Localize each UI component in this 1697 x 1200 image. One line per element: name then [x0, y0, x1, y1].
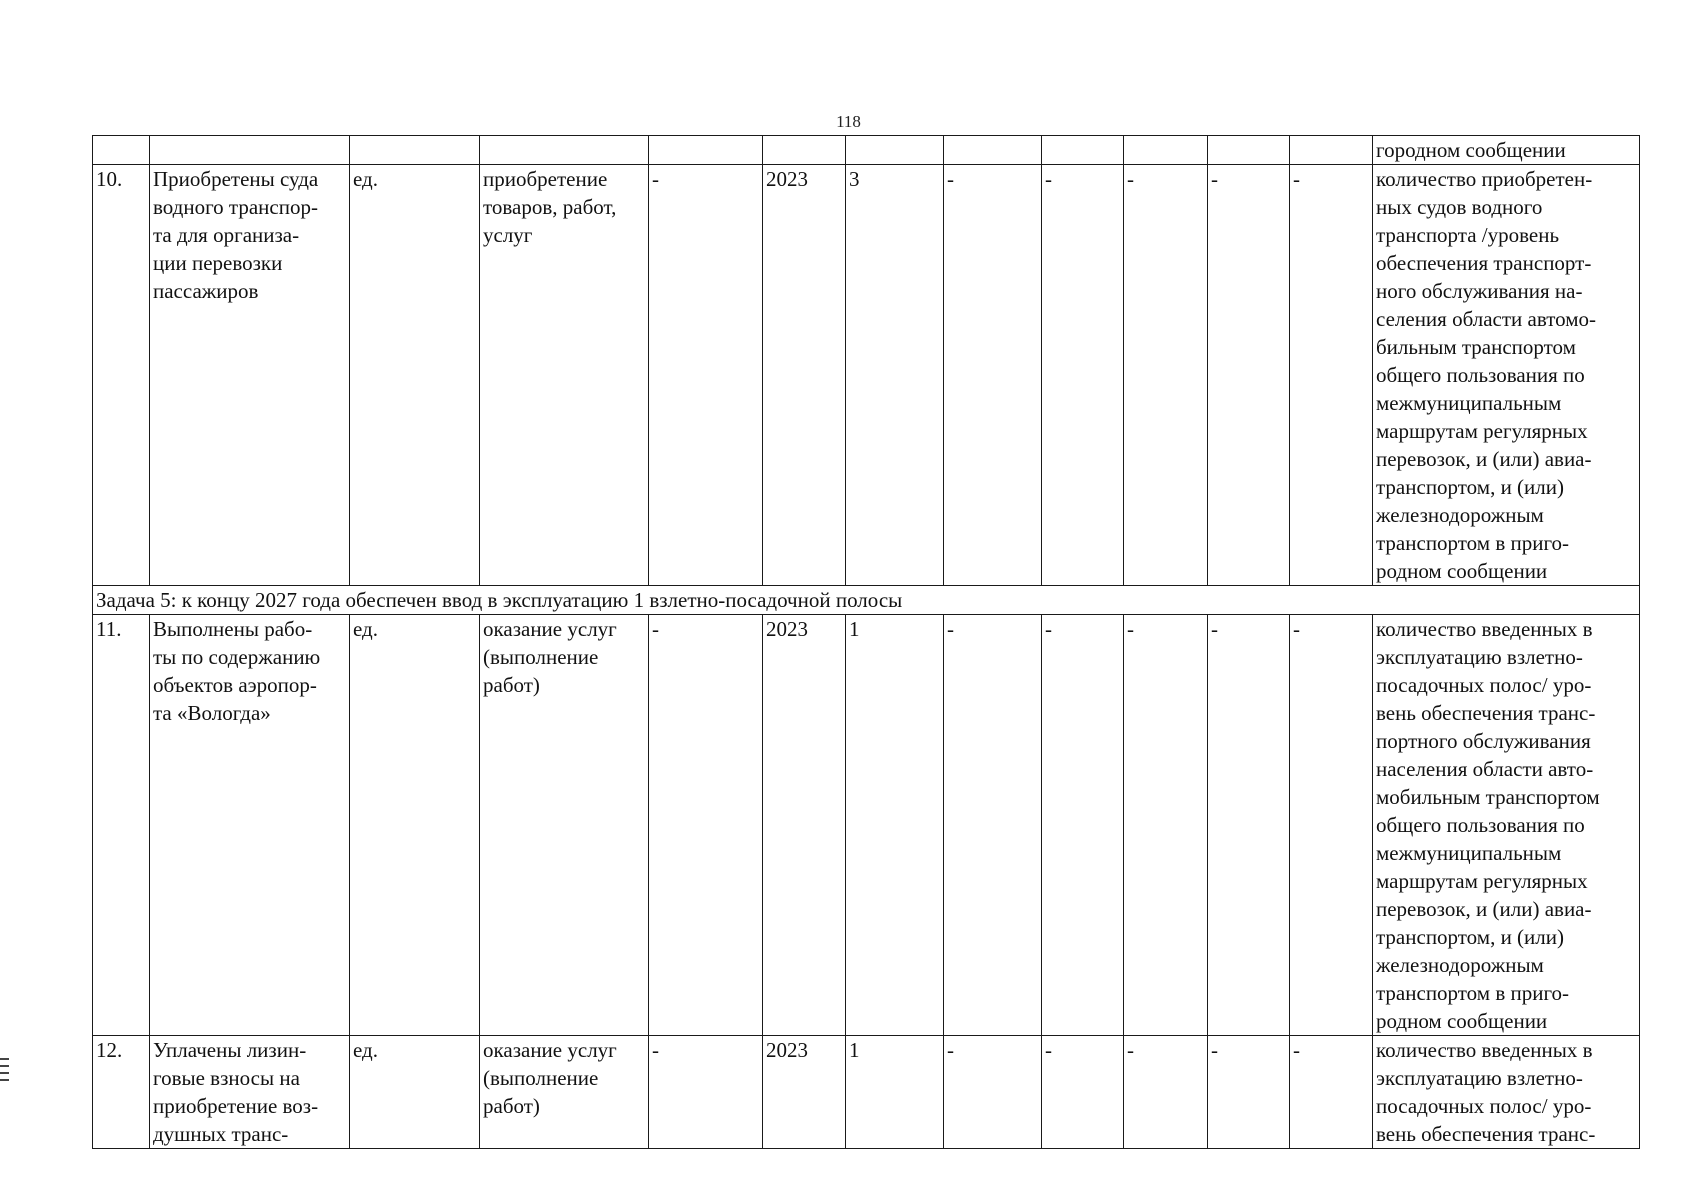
name-line: Приобретены суда: [153, 167, 319, 191]
cell-col5: -: [649, 165, 763, 586]
type-line: работ): [483, 1094, 540, 1118]
indicator-line: вень обеспечения транс-: [1376, 701, 1596, 725]
indicator-line: эксплуатацию взлетно-: [1376, 1066, 1583, 1090]
cell-name: [150, 165, 350, 586]
cell-c11: -: [1208, 1036, 1290, 1149]
indicator-line: транспортом в приго-: [1376, 981, 1570, 1005]
indicator-line: ных судов водного: [1376, 195, 1543, 219]
indicator-line: количество введенных в: [1376, 617, 1593, 641]
cell-name: [150, 615, 350, 1036]
cell-indicator: [1373, 165, 1640, 586]
cell-type: [480, 1036, 649, 1149]
indicator-line: родном сообщении: [1376, 1009, 1548, 1033]
indicator-line: межмуниципальным: [1376, 841, 1562, 865]
type-line: услуг: [483, 223, 533, 247]
page-number: 118: [836, 112, 861, 131]
cell-unit: ед.: [350, 615, 480, 1036]
cell-c12: -: [1290, 1036, 1373, 1149]
table-row: [93, 1036, 1640, 1149]
cell-value: [846, 136, 944, 165]
cell-unit: ед.: [350, 165, 480, 586]
indicator-line: городном сообщении: [1376, 138, 1566, 162]
name-line: водного транспор-: [153, 195, 318, 219]
cell-year: [763, 136, 846, 165]
cell-number: 10.: [93, 165, 150, 586]
type-line: работ): [483, 673, 540, 697]
type-line: (выполнение: [483, 645, 599, 669]
results-table: [92, 135, 1640, 1149]
cell-unit: ед.: [350, 1036, 480, 1149]
table-row: [93, 165, 1640, 586]
cell-c8: [944, 136, 1042, 165]
cell-type: [480, 136, 649, 165]
indicator-line: транспортом, и (или): [1376, 925, 1564, 949]
indicator-line: родном сообщении: [1376, 559, 1548, 583]
cell-col5: -: [649, 1036, 763, 1149]
name-line: ты по содержанию: [153, 645, 321, 669]
cell-c10: -: [1124, 1036, 1208, 1149]
cell-c12: -: [1290, 615, 1373, 1036]
indicator-line: транспорта /уровень: [1376, 223, 1560, 247]
cell-indicator: [1373, 136, 1640, 165]
cell-unit: [350, 136, 480, 165]
name-line: ции перевозки: [153, 251, 283, 275]
type-line: оказание услуг: [483, 1038, 617, 1062]
indicator-line: портного обслуживания: [1376, 729, 1591, 753]
cell-year: 2023: [763, 1036, 846, 1149]
indicator-line: ного обслуживания на-: [1376, 279, 1583, 303]
cell-c10: -: [1124, 615, 1208, 1036]
cell-c9: -: [1042, 615, 1124, 1036]
cell-c8: -: [944, 1036, 1042, 1149]
type-line: (выполнение: [483, 1066, 599, 1090]
cell-number: 12.: [93, 1036, 150, 1149]
indicator-line: населения области авто-: [1376, 757, 1594, 781]
task-heading-row: [93, 586, 1640, 615]
cell-c12: -: [1290, 165, 1373, 586]
name-line: Уплачены лизин-: [153, 1038, 307, 1062]
indicator-line: селения области автомо-: [1376, 307, 1597, 331]
indicator-line: железнодорожным: [1376, 503, 1544, 527]
cell-c11: -: [1208, 165, 1290, 586]
indicator-line: обеспечения транспорт-: [1376, 251, 1592, 275]
cell-c11: [1208, 136, 1290, 165]
task-heading: Задача 5: к концу 2027 года обеспечен ввод в эксплуатацию 1 взлетно-посадочной полосы: [93, 586, 1640, 615]
indicator-line: бильным транспортом: [1376, 335, 1576, 359]
indicator-line: транспортом в приго-: [1376, 531, 1570, 555]
cell-c9: -: [1042, 1036, 1124, 1149]
indicator-line: количество приобретен-: [1376, 167, 1593, 191]
indicator-line: межмуниципальным: [1376, 391, 1562, 415]
cell-number: 11.: [93, 615, 150, 1036]
cell-value: 3: [846, 165, 944, 586]
cell-type: [480, 615, 649, 1036]
indicator-line: перевозок, и (или) авиа-: [1376, 897, 1592, 921]
name-line: та «Вологда»: [153, 701, 271, 725]
cell-c11: -: [1208, 615, 1290, 1036]
indicator-line: транспортом, и (или): [1376, 475, 1564, 499]
cell-name: [150, 1036, 350, 1149]
indicator-line: маршрутам регулярных: [1376, 419, 1588, 443]
indicator-line: маршрутам регулярных: [1376, 869, 1588, 893]
cell-year: 2023: [763, 615, 846, 1036]
cell-number: [93, 136, 150, 165]
name-line: та для организа-: [153, 223, 300, 247]
cell-c8: -: [944, 165, 1042, 586]
cell-type: [480, 165, 649, 586]
type-line: товаров, работ,: [483, 195, 617, 219]
margin-marks: [0, 1058, 10, 1096]
cell-value: 1: [846, 1036, 944, 1149]
indicator-line: железнодорожным: [1376, 953, 1544, 977]
name-line: душных транс-: [153, 1122, 289, 1146]
indicator-line: вень обеспечения транс-: [1376, 1122, 1596, 1146]
cell-col5: -: [649, 615, 763, 1036]
name-line: говые взносы на: [153, 1066, 300, 1090]
cell-c9: -: [1042, 165, 1124, 586]
cell-name: [150, 136, 350, 165]
continuation-row: [93, 136, 1640, 165]
cell-indicator: [1373, 615, 1640, 1036]
indicator-line: мобильным транспортом: [1376, 785, 1600, 809]
cell-indicator: [1373, 1036, 1640, 1149]
cell-c10: -: [1124, 165, 1208, 586]
name-line: Выполнены рабо-: [153, 617, 313, 641]
table-row: [93, 615, 1640, 1036]
cell-value: 1: [846, 615, 944, 1036]
cell-col5: [649, 136, 763, 165]
indicator-line: количество введенных в: [1376, 1038, 1593, 1062]
cell-c9: [1042, 136, 1124, 165]
indicator-line: общего пользования по: [1376, 363, 1585, 387]
name-line: объектов аэропор-: [153, 673, 317, 697]
indicator-line: общего пользования по: [1376, 813, 1585, 837]
cell-c8: -: [944, 615, 1042, 1036]
cell-c10: [1124, 136, 1208, 165]
indicator-line: посадочных полос/ уро-: [1376, 673, 1592, 697]
cell-year: 2023: [763, 165, 846, 586]
name-line: приобретение воз-: [153, 1094, 319, 1118]
type-line: оказание услуг: [483, 617, 617, 641]
indicator-line: эксплуатацию взлетно-: [1376, 645, 1583, 669]
indicator-line: перевозок, и (или) авиа-: [1376, 447, 1592, 471]
name-line: пассажиров: [153, 279, 259, 303]
type-line: приобретение: [483, 167, 608, 191]
cell-c12: [1290, 136, 1373, 165]
indicator-line: посадочных полос/ уро-: [1376, 1094, 1592, 1118]
